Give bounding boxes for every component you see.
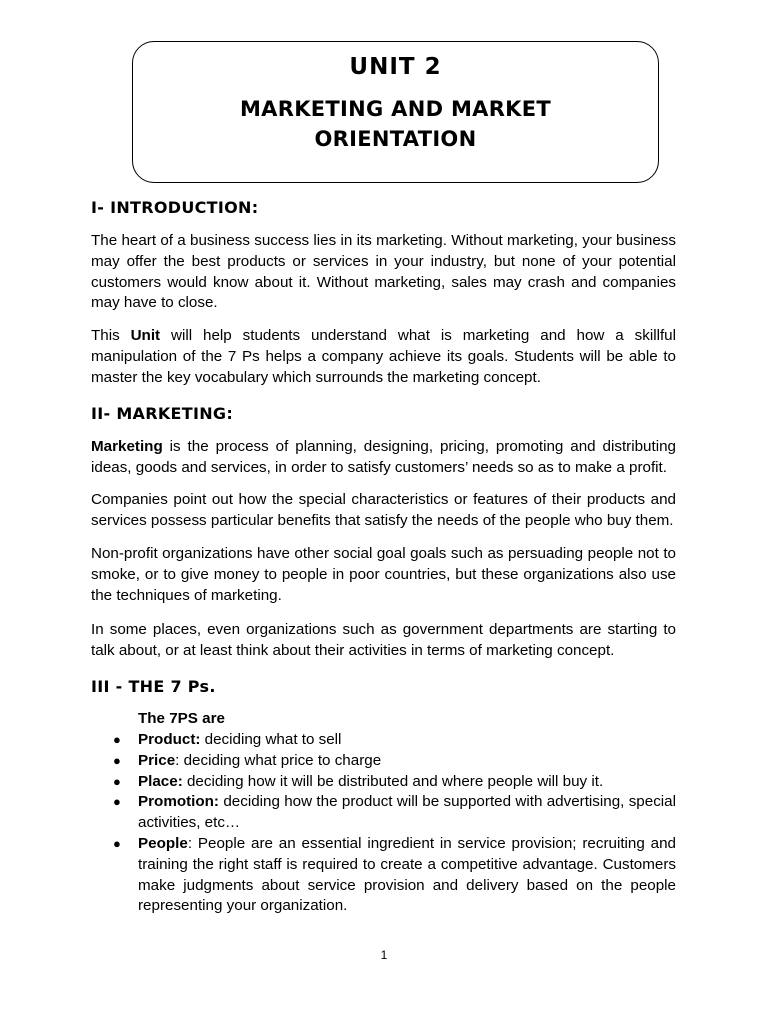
list-item <box>91 834 676 917</box>
bullet-icon: ● <box>113 835 121 851</box>
bullet-icon: ● <box>113 732 121 747</box>
seven-ps-intro: The 7PS are <box>138 710 225 727</box>
page-number: 1 <box>380 948 388 962</box>
list-item <box>91 772 676 793</box>
list-item <box>91 730 676 751</box>
intro-p2-pre: This <box>91 327 131 344</box>
intro-p2-bold: Unit <box>130 327 161 344</box>
introduction-heading: I- INTRODUCTION: <box>91 198 259 217</box>
marketing-paragraph-2: Companies point out how the special characteristics or features of their products and services possess particular benefits that satisfy the needs of the people who buy them. <box>91 491 676 529</box>
list-item-text: : deciding what price to charge <box>175 751 382 769</box>
marketing-paragraph-4: In some places, even organizations such as government departments are starting to talk about, or at least think about their activities in terms of marketing concept. <box>91 621 676 659</box>
unit-number: UNIT 2 <box>349 54 442 80</box>
marketing-paragraph-1 <box>91 437 676 479</box>
seven-ps-heading: III - THE 7 Ps. <box>91 677 216 696</box>
list-item-text: deciding how the product will be supported with advertising, special activities, etc… <box>138 793 676 832</box>
unit-title-box <box>132 41 659 183</box>
intro-paragraph-2 <box>91 326 676 388</box>
list-item-term: Promotion: <box>138 793 219 811</box>
list-item-text: deciding how it will be distributed and where people will buy it. <box>182 772 604 790</box>
marketing-p1-bold: Marketing <box>91 438 163 455</box>
intro-p2-post: will help students understand what is marketing and how a skillful manipulation of the 7 Ps helps a company achieve its goals. Students will be able to master the key vocabulary which surrounds the marketing concept. <box>91 327 676 386</box>
list-item-term: People <box>138 834 188 852</box>
list-item <box>91 792 676 834</box>
marketing-paragraph-3: Non-profit organizations have other social goal goals such as persuading people not to smoke, or to give money to people in poor countries, but these organizations also use the techniques of marketing. <box>91 545 676 604</box>
seven-ps-list <box>91 730 676 917</box>
list-item-term: Product: <box>138 731 201 748</box>
marketing-heading: II- MARKETING: <box>91 404 234 423</box>
intro-paragraph-1: The heart of a business success lies in its marketing. Without marketing, your business may offer the best products or services in your industry, but none of your potential customers would know about it. Without marketing, sales may crash and companies may have to close. <box>91 232 676 312</box>
list-item <box>91 751 676 772</box>
marketing-p1-post: is the process of planning, designing, pricing, promoting and distributing ideas, goods and services, in order to satisfy customers’ needs so as to make a profit. <box>91 438 676 476</box>
bullet-icon: ● <box>113 752 121 768</box>
list-item-term: Place: <box>138 772 183 790</box>
unit-title-line2: ORIENTATION <box>314 127 477 151</box>
unit-title-line1: MARKETING AND MARKET <box>239 97 552 121</box>
bullet-icon: ● <box>113 794 121 810</box>
list-item-text: deciding what to sell <box>200 731 342 748</box>
list-item-text: : People are an essential ingredient in service provision; recruiting and training the right staff is required to create a competitive advantage. Customers make judgments about service provision and delivery based on the people representing your organization. <box>138 834 676 915</box>
unit-title <box>133 94 658 154</box>
list-item-term: Price <box>138 751 176 769</box>
bullet-icon: ● <box>113 773 121 789</box>
